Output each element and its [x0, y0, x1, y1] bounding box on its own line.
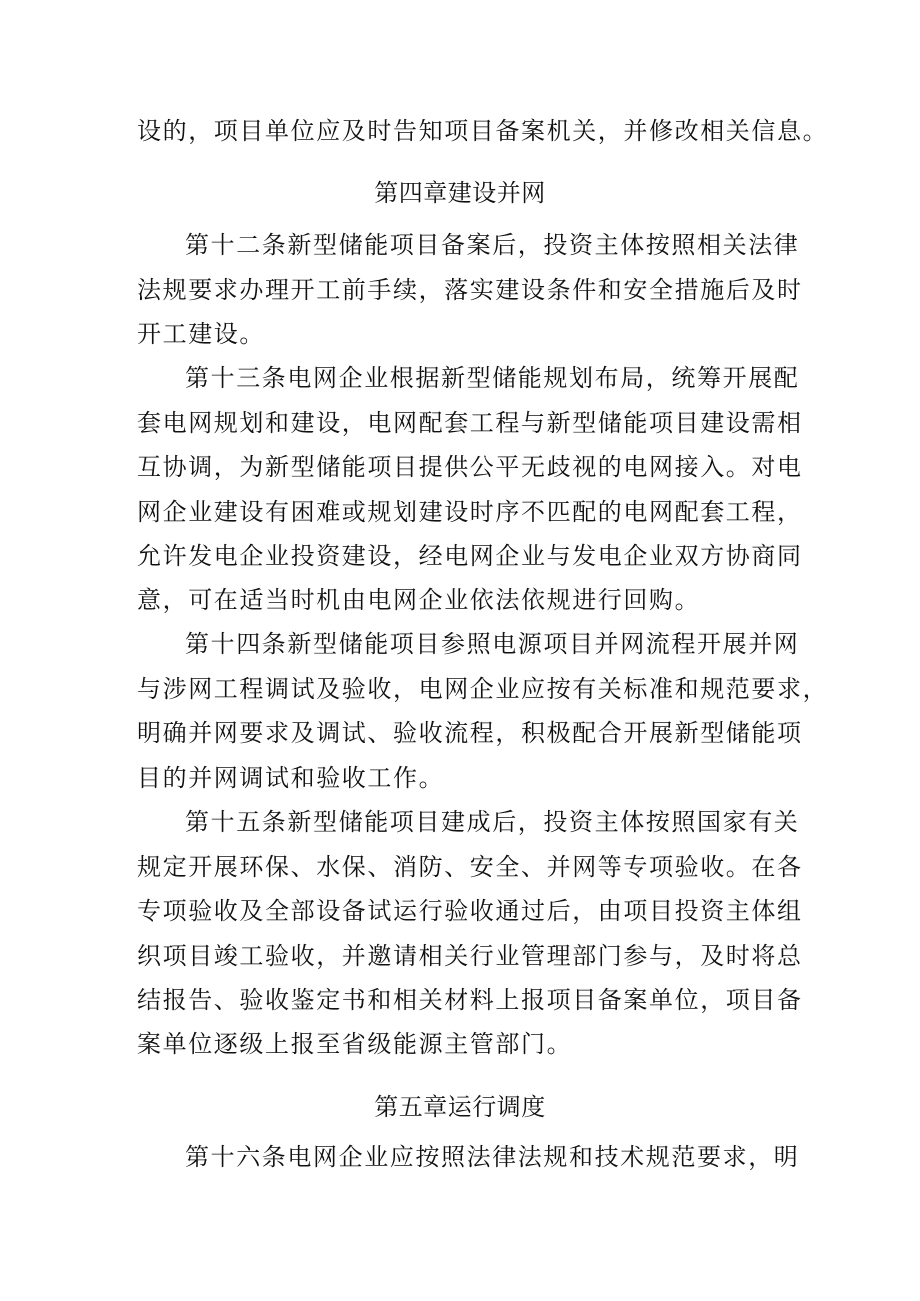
text-line: 明确并网要求及调试、验收流程，积极配合开展新型储能项 — [137, 719, 803, 747]
text-line: 第十四条新型储能项目参照电源项目并网流程开展并网 — [185, 630, 800, 658]
text-line: 第十六条电网企业应按照法律法规和技术规范要求，明 — [185, 1143, 800, 1171]
chapter-heading: 第五章运行调度 — [374, 1093, 546, 1121]
text-line: 第十三条电网企业根据新型储能规划布局，统筹开展配 — [185, 364, 800, 392]
text-line: 第十二条新型储能项目备案后，投资主体按照相关法律 — [185, 231, 800, 259]
text-line: 设的，项目单位应及时告知项目备案机关，并修改相关信息。 — [137, 117, 829, 145]
text-line: 目的并网调试和验收工作。 — [137, 764, 445, 792]
text-line: 允许发电企业投资建设，经电网企业与发电企业双方协商同 — [137, 542, 803, 570]
text-line: 织项目竣工验收，并邀请相关行业管理部门参与，及时将总 — [137, 942, 803, 970]
text-line: 意，可在适当时机由电网企业依法依规进行回购。 — [137, 586, 701, 614]
text-line: 套电网规划和建设，电网配套工程与新型储能项目建设需相 — [137, 409, 803, 437]
text-line: 与涉网工程调试及验收，电网企业应按有关标准和规范要求， — [137, 675, 829, 703]
text-line: 开工建设。 — [137, 320, 265, 348]
text-line: 互协调，为新型储能项目提供公平无歧视的电网接入。对电 — [137, 453, 803, 481]
text-line: 法规要求办理开工前手续，落实建设条件和安全措施后及时 — [137, 276, 803, 304]
text-line: 案单位逐级上报至省级能源主管部门。 — [137, 1030, 573, 1058]
chapter-heading: 第四章建设并网 — [374, 179, 546, 207]
text-line: 结报告、验收鉴定书和相关材料上报项目备案单位，项目备 — [137, 986, 803, 1014]
text-line: 专项验收及全部设备试运行验收通过后，由项目投资主体组 — [137, 897, 803, 925]
text-line: 规定开展环保、水保、消防、安全、并网等专项验收。在各 — [137, 853, 803, 881]
text-line: 第十五条新型储能项目建成后，投资主体按照国家有关 — [185, 808, 800, 836]
text-line: 网企业建设有困难或规划建设时序不匹配的电网配套工程， — [137, 498, 803, 526]
